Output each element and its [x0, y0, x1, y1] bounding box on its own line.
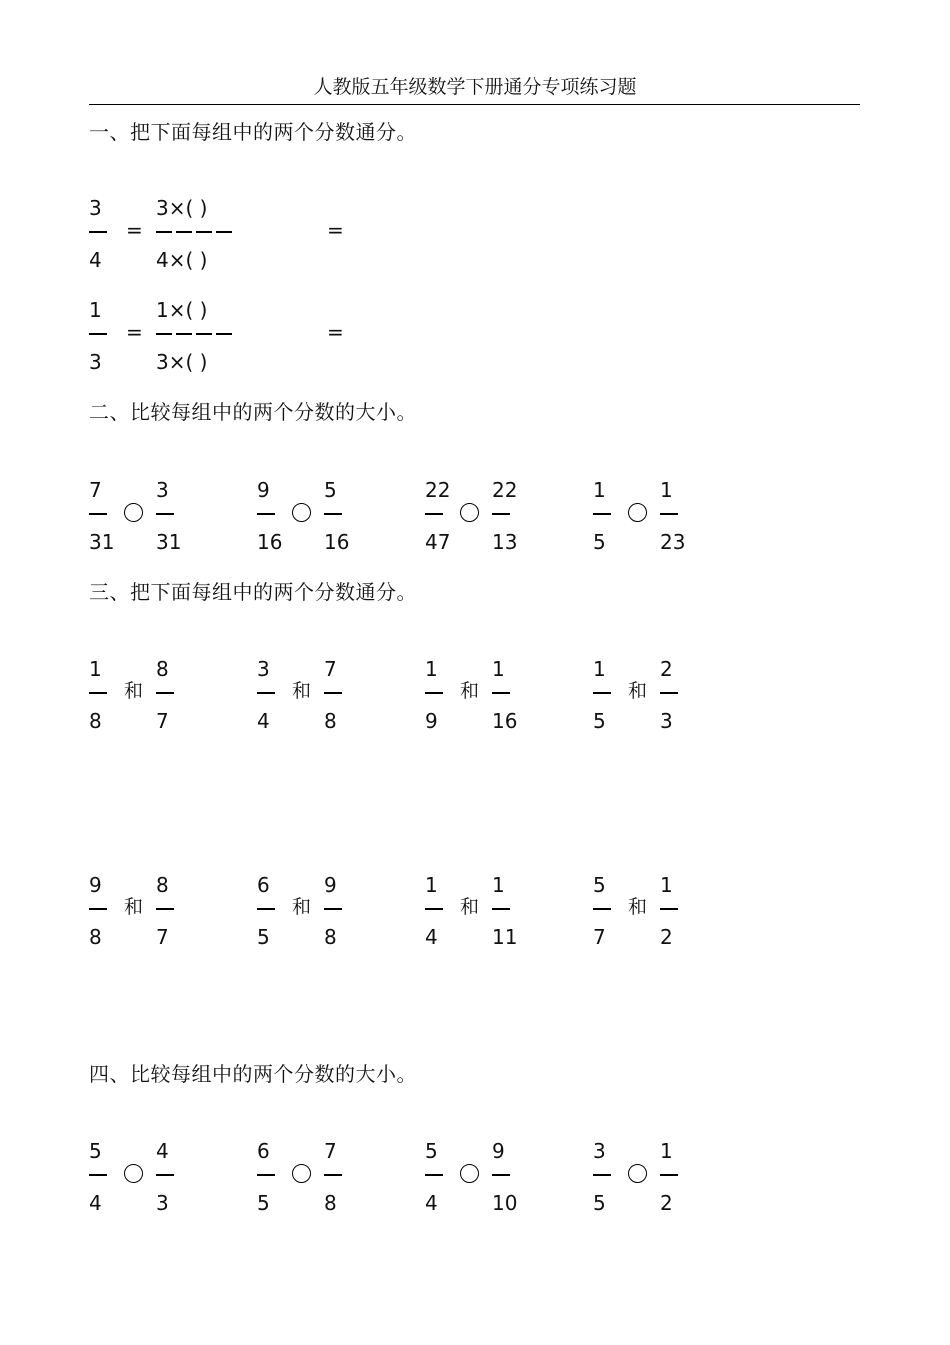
equals-sign: =	[126, 218, 143, 242]
equals-sign: =	[126, 320, 143, 344]
page-title: 人教版五年级数学下册通分专项练习题	[313, 76, 637, 98]
right-numerator: 1	[660, 873, 673, 897]
s1-exercise-2	[89, 298, 389, 378]
s3-pair-7	[425, 873, 605, 953]
left-denominator: 5	[593, 709, 606, 733]
left-numerator: 1	[425, 873, 438, 897]
comparison-circle[interactable]	[628, 503, 647, 522]
s1-1-denominator: 4	[89, 248, 102, 272]
header-divider	[89, 104, 860, 105]
fraction-bar	[425, 513, 443, 515]
right-denominator: 8	[324, 1191, 337, 1215]
right-denominator: 13	[492, 530, 518, 554]
s1-exercise-1	[89, 196, 389, 276]
fraction-bar	[156, 692, 174, 694]
right-denominator: 2	[660, 1191, 673, 1215]
right-numerator: 5	[324, 478, 337, 502]
fraction-bar	[257, 908, 275, 910]
fraction-bar	[156, 908, 174, 910]
fraction-bar	[324, 908, 342, 910]
s2-comparison-2	[257, 478, 437, 558]
left-denominator: 31	[89, 530, 115, 554]
s1-2-numerator: 1	[89, 298, 102, 322]
s3-pair-4	[593, 657, 773, 737]
fraction-bar	[216, 231, 232, 233]
left-denominator: 16	[257, 530, 283, 554]
fraction-bar	[89, 692, 107, 694]
left-denominator: 4	[425, 1191, 438, 1215]
fraction-bar	[257, 513, 275, 515]
left-numerator: 22	[425, 478, 451, 502]
fraction-bar	[492, 692, 510, 694]
left-numerator: 1	[425, 657, 438, 681]
fraction-bar	[425, 1174, 443, 1176]
fraction-bar	[593, 513, 611, 515]
fraction-bar	[593, 1174, 611, 1176]
left-denominator: 4	[425, 925, 438, 949]
left-numerator: 5	[593, 873, 606, 897]
right-denominator: 3	[156, 1191, 169, 1215]
comparison-circle[interactable]	[628, 1164, 647, 1183]
left-denominator: 4	[257, 709, 270, 733]
fraction-bar	[156, 333, 172, 335]
fraction-bar	[660, 908, 678, 910]
and-label: 和	[460, 680, 480, 702]
comparison-circle[interactable]	[292, 1164, 311, 1183]
comparison-circle[interactable]	[460, 1164, 479, 1183]
fraction-bar	[492, 1174, 510, 1176]
right-denominator: 10	[492, 1191, 518, 1215]
right-denominator: 7	[156, 709, 169, 733]
s1-2-expanded-denominator: 3×( )	[156, 350, 208, 374]
section-1-title: 一、把下面每组中的两个分数通分。	[89, 120, 417, 144]
right-denominator: 11	[492, 925, 518, 949]
fraction-bar	[257, 692, 275, 694]
s3-pair-1	[89, 657, 269, 737]
fraction-bar	[89, 513, 107, 515]
and-label: 和	[292, 896, 312, 918]
s4-comparison-2	[257, 1139, 437, 1219]
s1-2-expanded-numerator: 1×( )	[156, 298, 208, 322]
right-numerator: 4	[156, 1139, 169, 1163]
section-4-title: 四、比较每组中的两个分数的大小。	[89, 1062, 417, 1086]
comparison-circle[interactable]	[292, 503, 311, 522]
right-denominator: 8	[324, 709, 337, 733]
and-label: 和	[124, 896, 144, 918]
fraction-bar	[593, 692, 611, 694]
right-numerator: 8	[156, 657, 169, 681]
left-numerator: 1	[89, 657, 102, 681]
left-denominator: 5	[593, 530, 606, 554]
s1-1-expanded-denominator: 4×( )	[156, 248, 208, 272]
comparison-circle[interactable]	[124, 1164, 143, 1183]
fraction-bar	[89, 908, 107, 910]
fraction-bar	[196, 333, 212, 335]
right-numerator: 8	[156, 873, 169, 897]
fraction-bar	[324, 1174, 342, 1176]
left-numerator: 1	[593, 657, 606, 681]
s2-comparison-4	[593, 478, 773, 558]
fraction-bar	[156, 1174, 174, 1176]
s3-pair-6	[257, 873, 437, 953]
s3-pair-8	[593, 873, 773, 953]
left-denominator: 8	[89, 925, 102, 949]
and-label: 和	[292, 680, 312, 702]
fraction-bar	[492, 908, 510, 910]
fraction-bar	[176, 231, 192, 233]
s3-pair-2	[257, 657, 437, 737]
fraction-bar	[156, 231, 172, 233]
s4-comparison-1	[89, 1139, 269, 1219]
right-denominator: 7	[156, 925, 169, 949]
right-denominator: 3	[660, 709, 673, 733]
fraction-bar	[89, 1174, 107, 1176]
s4-comparison-3	[425, 1139, 605, 1219]
right-numerator: 1	[660, 1139, 673, 1163]
s3-pair-3	[425, 657, 605, 737]
fraction-bar	[324, 692, 342, 694]
fraction-bar	[176, 333, 192, 335]
and-label: 和	[628, 896, 648, 918]
left-numerator: 6	[257, 1139, 270, 1163]
left-denominator: 8	[89, 709, 102, 733]
equals-sign: =	[327, 218, 344, 242]
left-denominator: 4	[89, 1191, 102, 1215]
fraction-bar	[492, 513, 510, 515]
right-numerator: 1	[492, 873, 505, 897]
left-numerator: 3	[257, 657, 270, 681]
left-denominator: 47	[425, 530, 451, 554]
right-numerator: 7	[324, 657, 337, 681]
fraction-bar	[660, 513, 678, 515]
s1-2-denominator: 3	[89, 350, 102, 374]
left-numerator: 3	[593, 1139, 606, 1163]
s2-comparison-1	[89, 478, 269, 558]
right-denominator: 16	[324, 530, 350, 554]
s1-1-numerator: 3	[89, 196, 102, 220]
right-numerator: 2	[660, 657, 673, 681]
fraction-bar	[196, 231, 212, 233]
right-denominator: 16	[492, 709, 518, 733]
fraction-bar	[593, 908, 611, 910]
and-label: 和	[628, 680, 648, 702]
right-numerator: 7	[324, 1139, 337, 1163]
and-label: 和	[460, 896, 480, 918]
left-numerator: 7	[89, 478, 102, 502]
left-numerator: 6	[257, 873, 270, 897]
comparison-circle[interactable]	[124, 503, 143, 522]
section-3-title: 三、把下面每组中的两个分数通分。	[89, 580, 417, 604]
s2-comparison-3	[425, 478, 605, 558]
right-numerator: 9	[324, 873, 337, 897]
right-numerator: 1	[492, 657, 505, 681]
fraction-bar	[425, 692, 443, 694]
fraction-bar	[89, 333, 107, 335]
right-numerator: 3	[156, 478, 169, 502]
s3-pair-5	[89, 873, 269, 953]
section-2-title: 二、比较每组中的两个分数的大小。	[89, 400, 417, 424]
left-numerator: 9	[257, 478, 270, 502]
left-numerator: 5	[425, 1139, 438, 1163]
s4-comparison-4	[593, 1139, 773, 1219]
right-numerator: 1	[660, 478, 673, 502]
fraction-bar	[660, 692, 678, 694]
fraction-bar	[425, 908, 443, 910]
left-numerator: 1	[593, 478, 606, 502]
and-label: 和	[124, 680, 144, 702]
fraction-bar	[89, 231, 107, 233]
left-denominator: 9	[425, 709, 438, 733]
fraction-bar	[156, 513, 174, 515]
equals-sign: =	[327, 320, 344, 344]
left-denominator: 5	[593, 1191, 606, 1215]
right-denominator: 2	[660, 925, 673, 949]
right-numerator: 22	[492, 478, 518, 502]
right-denominator: 23	[660, 530, 686, 554]
right-numerator: 9	[492, 1139, 505, 1163]
right-denominator: 31	[156, 530, 182, 554]
fraction-bar	[324, 513, 342, 515]
left-denominator: 5	[257, 925, 270, 949]
fraction-bar	[216, 333, 232, 335]
fraction-bar	[660, 1174, 678, 1176]
right-denominator: 8	[324, 925, 337, 949]
s1-1-expanded-numerator: 3×( )	[156, 196, 208, 220]
left-numerator: 5	[89, 1139, 102, 1163]
left-denominator: 7	[593, 925, 606, 949]
fraction-bar	[257, 1174, 275, 1176]
comparison-circle[interactable]	[460, 503, 479, 522]
left-numerator: 9	[89, 873, 102, 897]
left-denominator: 5	[257, 1191, 270, 1215]
